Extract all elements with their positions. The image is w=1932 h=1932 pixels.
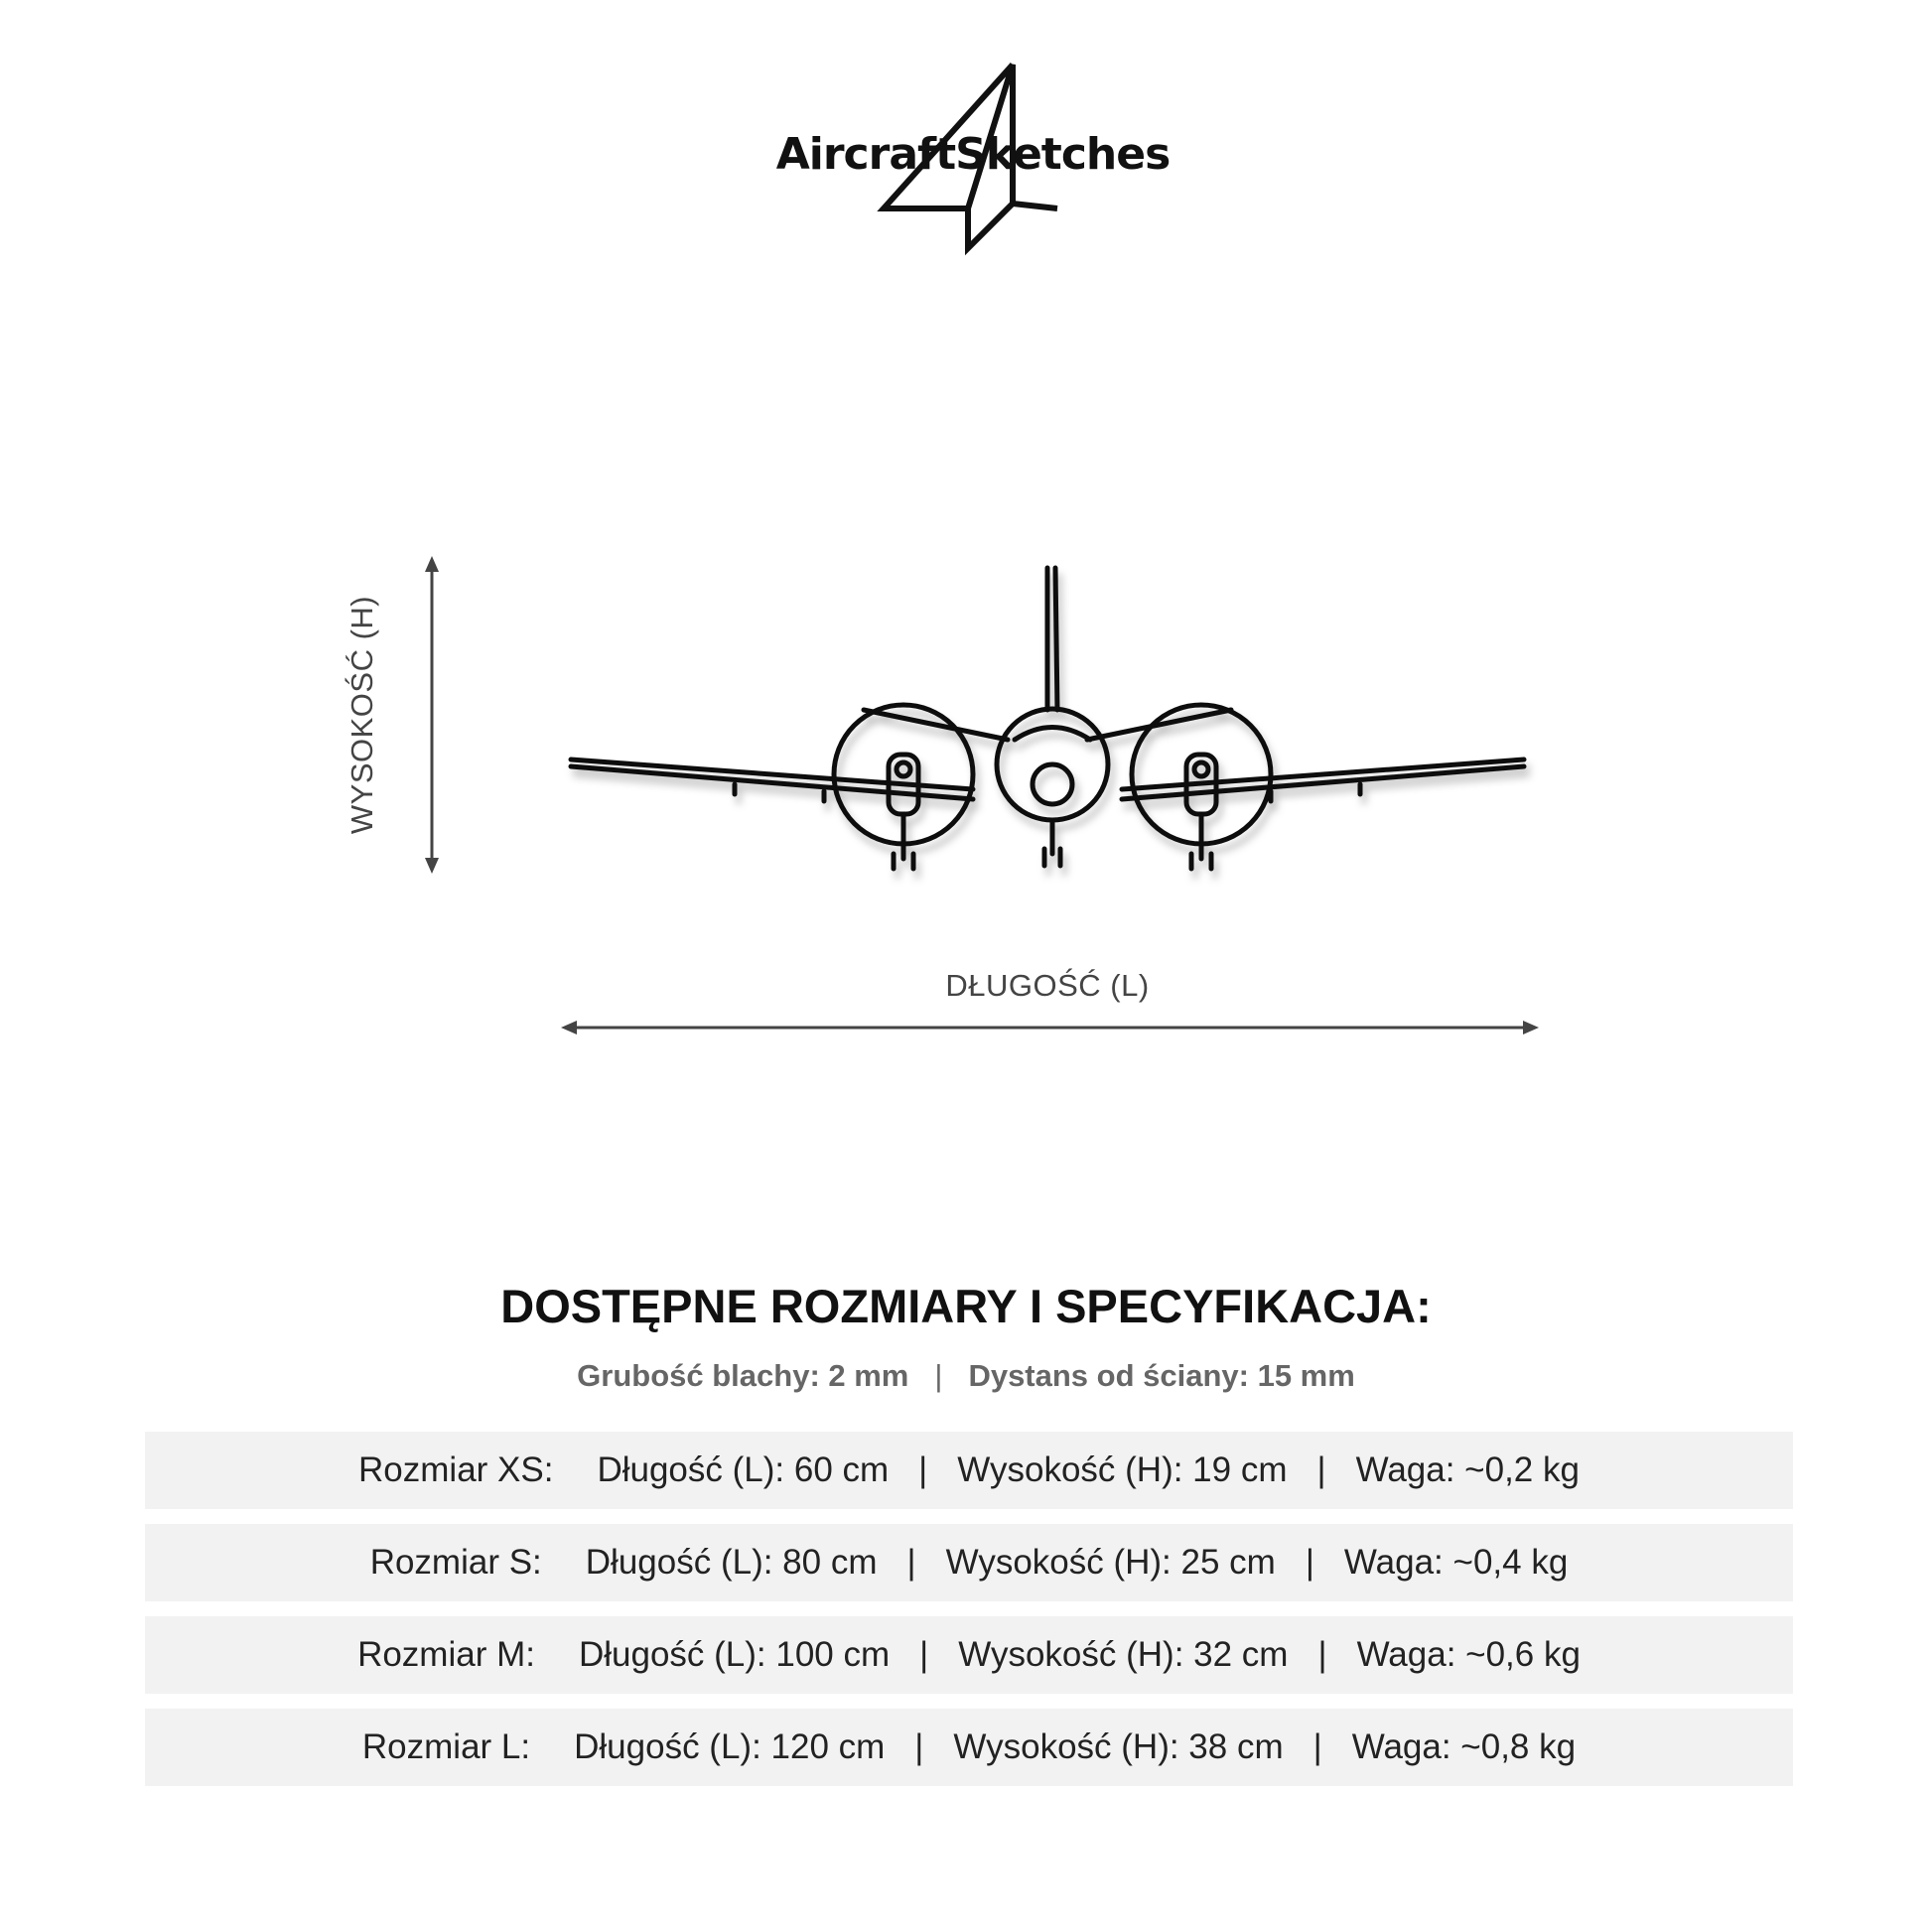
size-length: Długość (L): 60 cm bbox=[597, 1450, 890, 1489]
size-name: Rozmiar L: bbox=[361, 1727, 531, 1766]
size-row-xs bbox=[145, 1432, 1793, 1509]
specs-subtitle bbox=[0, 1358, 1932, 1394]
aircraft-front-view-image bbox=[556, 556, 1539, 894]
size-weight: Waga: ~0,4 kg bbox=[1343, 1543, 1569, 1582]
wall-distance: Dystans od ściany: 15 mm bbox=[968, 1358, 1355, 1393]
separator: | bbox=[906, 1543, 916, 1582]
length-arrow bbox=[561, 1013, 1539, 1042]
size-name: Rozmiar M: bbox=[357, 1635, 535, 1674]
size-height: Wysokość (H): 38 cm bbox=[953, 1727, 1284, 1766]
size-row-l bbox=[145, 1709, 1793, 1786]
separator: | bbox=[934, 1358, 943, 1393]
brand-logo-text: AircraftSketches bbox=[775, 129, 1171, 180]
size-row-m bbox=[145, 1616, 1793, 1694]
size-row-s bbox=[145, 1524, 1793, 1601]
size-weight: Waga: ~0,8 kg bbox=[1351, 1727, 1577, 1766]
size-name: Rozmiar XS: bbox=[358, 1450, 554, 1489]
size-height: Wysokość (H): 32 cm bbox=[958, 1635, 1289, 1674]
sheet-thickness: Grubość blachy: 2 mm bbox=[577, 1358, 909, 1393]
brand-logo bbox=[764, 60, 1181, 258]
separator: | bbox=[919, 1635, 929, 1674]
size-length: Długość (L): 100 cm bbox=[578, 1635, 891, 1674]
size-length: Długość (L): 80 cm bbox=[585, 1543, 878, 1582]
separator: | bbox=[1316, 1450, 1326, 1489]
size-weight: Waga: ~0,6 kg bbox=[1356, 1635, 1581, 1674]
separator: | bbox=[1317, 1635, 1327, 1674]
size-name: Rozmiar S: bbox=[369, 1543, 542, 1582]
length-label: DŁUGOŚĆ (L) bbox=[945, 968, 1150, 1003]
size-height: Wysokość (H): 25 cm bbox=[945, 1543, 1276, 1582]
size-length: Długość (L): 120 cm bbox=[574, 1727, 886, 1766]
size-height: Wysokość (H): 19 cm bbox=[957, 1450, 1288, 1489]
height-arrow bbox=[417, 556, 447, 874]
height-label-text: WYSOKOŚĆ (H) bbox=[345, 595, 379, 835]
separator: | bbox=[918, 1450, 928, 1489]
separator: | bbox=[1305, 1543, 1314, 1582]
size-table bbox=[145, 1432, 1793, 1801]
specs-title: DOSTĘPNE ROZMIARY I SPECYFIKACJA: bbox=[500, 1280, 1432, 1332]
size-weight: Waga: ~0,2 kg bbox=[1355, 1450, 1580, 1489]
separator: | bbox=[1312, 1727, 1322, 1766]
separator: | bbox=[914, 1727, 924, 1766]
